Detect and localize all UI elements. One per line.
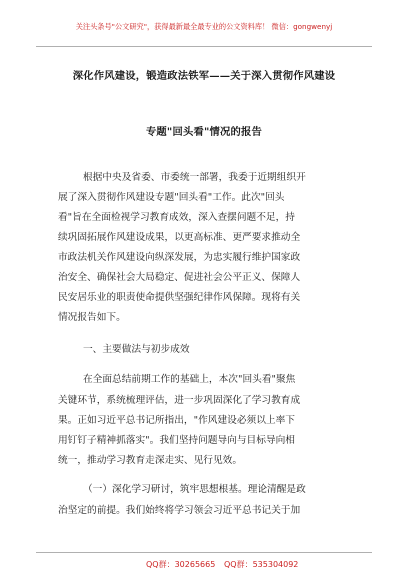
- body-line: 治安全、确保社会大局稳定、促进社会公平正义、保障人: [58, 272, 301, 283]
- footer-divider: [36, 552, 372, 553]
- body-line: 治坚定的前提。我们始终将学习领会习近平总书记关于加: [58, 505, 301, 516]
- footer-qq-group-2: QQ群：535304092: [224, 560, 299, 569]
- body-line: 关键环节，系统梳理评估，进一步巩固深化了学习教育成: [58, 395, 301, 406]
- body-line: 看"旨在全面检视学习教育成效，深入查摆问题不足，持: [58, 212, 295, 223]
- section-heading: 一、主要做法与初步成效: [83, 344, 190, 355]
- subsection-heading: （一）深化学习研讨，筑牢思想根基。理论清醒是政: [83, 484, 306, 495]
- body-line: 市政法机关作风建设向纵深发展，为忠实履行维护国家政: [58, 252, 301, 263]
- body-line: 果。正如习近平总书记所指出，"作风建设必须以上率下: [58, 415, 295, 426]
- body-line: 续巩固拓展作风建设成果，以更高标准、更严要求推动全: [58, 232, 301, 243]
- footer-qq-group-1: QQ群：30265665: [146, 560, 216, 569]
- document-title-line-1: 深化作风建设，锻造政法铁军——关于深入贯彻作风建设: [72, 70, 336, 82]
- body-line: 用钉钉子精神抓落实"。我们坚持问题导向与目标导向相: [58, 435, 295, 446]
- body-line: 展了深入贯彻作风建设专题"回头看"工作。此次"回头: [58, 192, 285, 203]
- body-line: 统一，推动学习教育走深走实、见行见效。: [58, 455, 243, 466]
- body-line: 在全面总结前期工作的基础上，本次"回头看"聚焦: [83, 374, 296, 385]
- body-line: 民安居乐业的职责使命提供坚强纪律作风保障。现将有关: [58, 292, 301, 303]
- header-banner: 关注头条号"公文研究"，获得最新最全最专业的公文资料库！ 微信：gongwenyj: [75, 22, 333, 31]
- body-line: 情况报告如下。: [58, 312, 126, 323]
- document-title-line-2: 专题"回头看"情况的报告: [145, 126, 263, 138]
- body-line: 根据中央及省委、市委统一部署，我委于近期组织开: [83, 172, 306, 183]
- header-divider: [36, 46, 372, 47]
